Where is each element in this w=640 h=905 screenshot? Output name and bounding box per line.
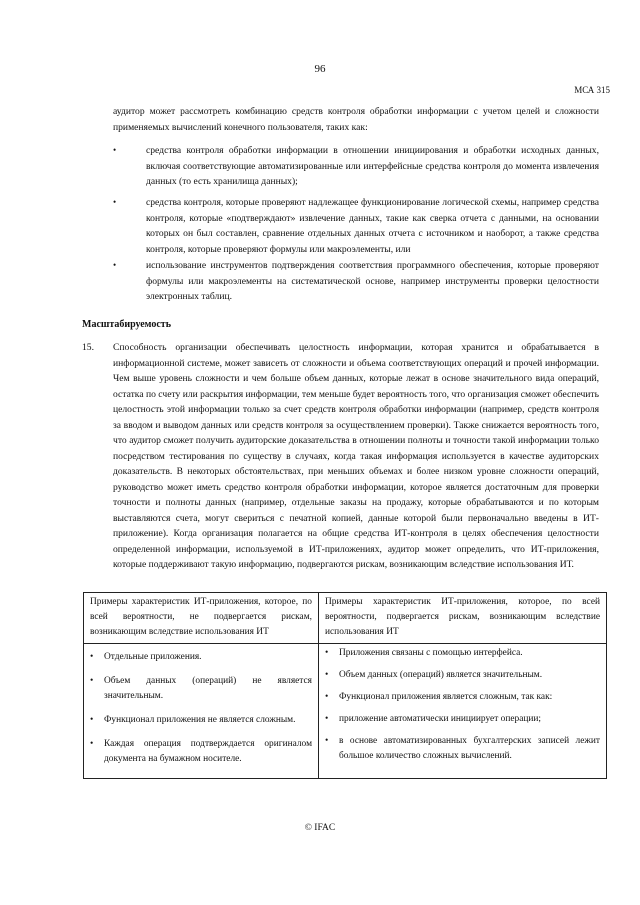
list-item: • приложение автоматически инициирует операции; xyxy=(325,712,600,727)
list-item: • Функционал приложения является сложным, так как: xyxy=(325,690,600,705)
bullet-icon: • xyxy=(113,197,117,207)
list-item: • Отдельные приложения. xyxy=(90,650,312,665)
examples-table xyxy=(83,592,607,779)
left-column-header: Примеры характеристик ИТ-приложения, которое, по всей вероятности, не подвергается рискам, возникающим вследствие использования ИТ xyxy=(84,593,319,644)
table-body-row xyxy=(84,644,607,779)
list-item: • Объем данных (операций) не является значительным. xyxy=(90,674,312,704)
footer-copyright: © IFAC xyxy=(304,823,336,833)
table-header-row xyxy=(84,593,607,644)
list-item: • Объем данных (операций) является значительным. xyxy=(325,668,600,683)
left-examples-list xyxy=(90,650,312,767)
left-column-cell xyxy=(84,644,319,779)
section-heading: Масштабируемость xyxy=(82,319,171,330)
bullet-icon: • xyxy=(113,260,117,270)
bullet-text: использование инструментов подтверждения соответствия программного обеспечения, которые проверяют формулы или макроэлементы на систематической основе, например инструменты проверки целостности электронных таблиц. xyxy=(146,260,599,302)
bullet-text: средства контроля обработки информации в отношении инициирования и обработки исходных данных, включая соответствующие автоматизированные или интерфейсные средства контроля до момента извлечения данных (то есть хранилища данных); xyxy=(146,145,599,187)
right-column-header: Примеры характеристик ИТ-приложения, которое, по всей вероятности, подвергается рискам, возникающим вследствие использования ИТ xyxy=(319,593,607,644)
paragraph-number: 15. xyxy=(82,342,94,353)
list-item: • Функционал приложения не является сложным. xyxy=(90,713,312,728)
list-item: • в основе автоматизированных бухгалтерских записей лежит большое количество сложных вычислений. xyxy=(325,734,600,764)
right-examples-list xyxy=(325,646,600,764)
intro-bullet-item xyxy=(113,195,599,259)
list-item: • Приложения связаны с помощью интерфейса. xyxy=(325,646,600,661)
standard-code: МСА 315 xyxy=(574,85,610,95)
intro-bullet-item xyxy=(113,258,599,306)
bullet-icon: • xyxy=(113,145,117,155)
intro-paragraph: аудитор может рассмотреть комбинацию средств контроля обработки информации с учетом целей и сложности применяемых вычислений конечного пользователя, таких как: xyxy=(113,106,599,133)
list-item: • Каждая операция подтверждается оригиналом документа на бумажном носителе. xyxy=(90,737,312,767)
page-number: 96 xyxy=(314,63,326,75)
right-column-cell xyxy=(319,644,607,779)
paragraph-15-text: Способность организации обеспечивать целостность информации, которая хранится и обрабатывается в информационной системе, может зависеть от сложности и объема соответствующих операций и прочей информации. Чем выше уровень сложности и чем больше объем данных, которые лежат в основе значительного вида операций, остатка по счету или раскрытия информации, тем меньше будет вероятность того, что организация сможет обеспечить целостность этой информации только за счет средств контроля обработки информации (например, средств контроля за вводом и выводом данных или средств контроля за осуществлением проверки). Также снижается вероятность того, что аудитор сможет получить аудиторские доказательства в отношении полноты и точности такой информации только посредством тестирования по существу в случаях, когда такая информация используется в качестве аудиторских доказательств. В некоторых обстоятельствах, при меньших объемах и более низком уровне сложности операций, руководство может иметь средство контроля обработки информации, которое является достаточным для проверки точности и полноты данных (например, отдельные заказы на продажу, которые обрабатываются и по которым выставляются счета, могут свериться с печатной копией, данные которой были первоначально введены в ИТ-приложение). Когда организация полагается на общие средства ИТ-контроля в целях обеспечения целостности определенной информации, используемой в ИТ-приложениях, аудитор может определить, что ИТ-приложения, которые поддерживают такую информацию, подвергаются рискам, возникающим вследствие использования ИТ. xyxy=(113,342,599,570)
intro-bullet-item xyxy=(113,143,599,191)
bullet-text: средства контроля, которые проверяют надлежащее функционирование логической схемы, например средства контроля, которые «подтверждают» извлечение данных, такие как сверка отчета с данными, на основании которых он был составлен, сравнение отдельных данных отчета с источником и наоборот, а также средства контроля, которые проверяют формулы или макроэлементы, или xyxy=(146,197,599,255)
